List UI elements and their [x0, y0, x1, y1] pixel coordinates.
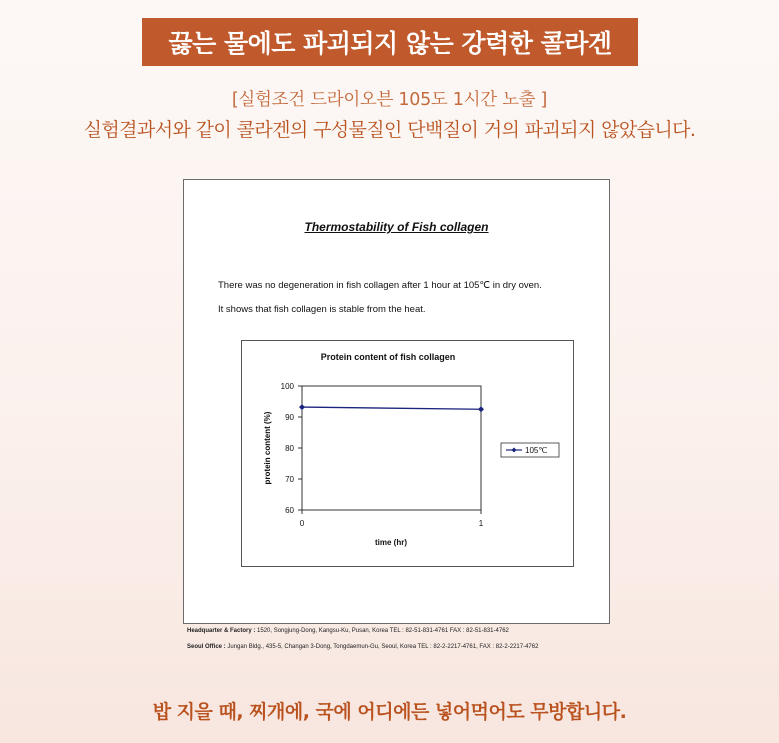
headline-banner	[142, 18, 638, 66]
test-report-document	[183, 179, 610, 650]
chart-title: Protein content of fish collagen	[320, 352, 456, 362]
x-axis-label: time (hr)	[375, 538, 407, 547]
usage-note: 밥 지을 때, 찌개에, 국에 어디에든 넣어먹어도 무방합니다.	[152, 701, 627, 723]
protein-chart	[241, 340, 574, 567]
footer-hq-text: 1520, Songjung-Dong, Kangsu-Ku, Pusan, Korea TEL : 82-51-831-4761 FAX : 82-51-831-4762	[255, 628, 509, 634]
footer-seoul-text: Jungan Bldg., 435-5, Changan 3-Dong, Tongdaemun-Gu, Seoul, Korea TEL : 82-2-2217-4761, FAX : 82-2-2217-4762	[225, 644, 539, 650]
experiment-condition: [실험조건 드라이오븐 105도 1시간 노출 ]	[231, 90, 548, 110]
chart-svg	[242, 341, 573, 566]
report-title: Thermostability of Fish collagen	[304, 220, 489, 234]
legend-label: 105℃	[525, 446, 548, 455]
plot-area	[302, 386, 481, 510]
y-tick-label: 100	[280, 382, 294, 391]
footer-hq	[187, 628, 607, 634]
report-line-2: It shows that fish collagen is stable from the heat.	[218, 304, 426, 315]
y-tick-label: 80	[285, 444, 294, 453]
report-line-1: There was no degeneration in fish collagen after 1 hour at 105℃ in dry oven.	[218, 280, 542, 291]
footer-hq-label: Headquarter & Factory :	[187, 628, 256, 634]
x-tick-label: 1	[478, 519, 484, 528]
y-axis-label: protein content (%)	[263, 411, 272, 485]
chart-legend	[501, 443, 559, 457]
y-tick-label: 70	[285, 475, 294, 484]
y-tick-label: 60	[285, 506, 294, 515]
footer-seoul-label: Seoul Office :	[187, 644, 226, 650]
footer-seoul	[187, 644, 607, 650]
headline-text: 끓는 물에도 파괴되지 않는 강력한 콜라겐	[168, 29, 612, 58]
y-tick-label: 90	[285, 413, 294, 422]
x-tick-label: 0	[299, 519, 305, 528]
experiment-result: 실험결과서와 같이 콜라겐의 구성물질인 단백질이 거의 파괴되지 않았습니다.	[83, 119, 696, 141]
